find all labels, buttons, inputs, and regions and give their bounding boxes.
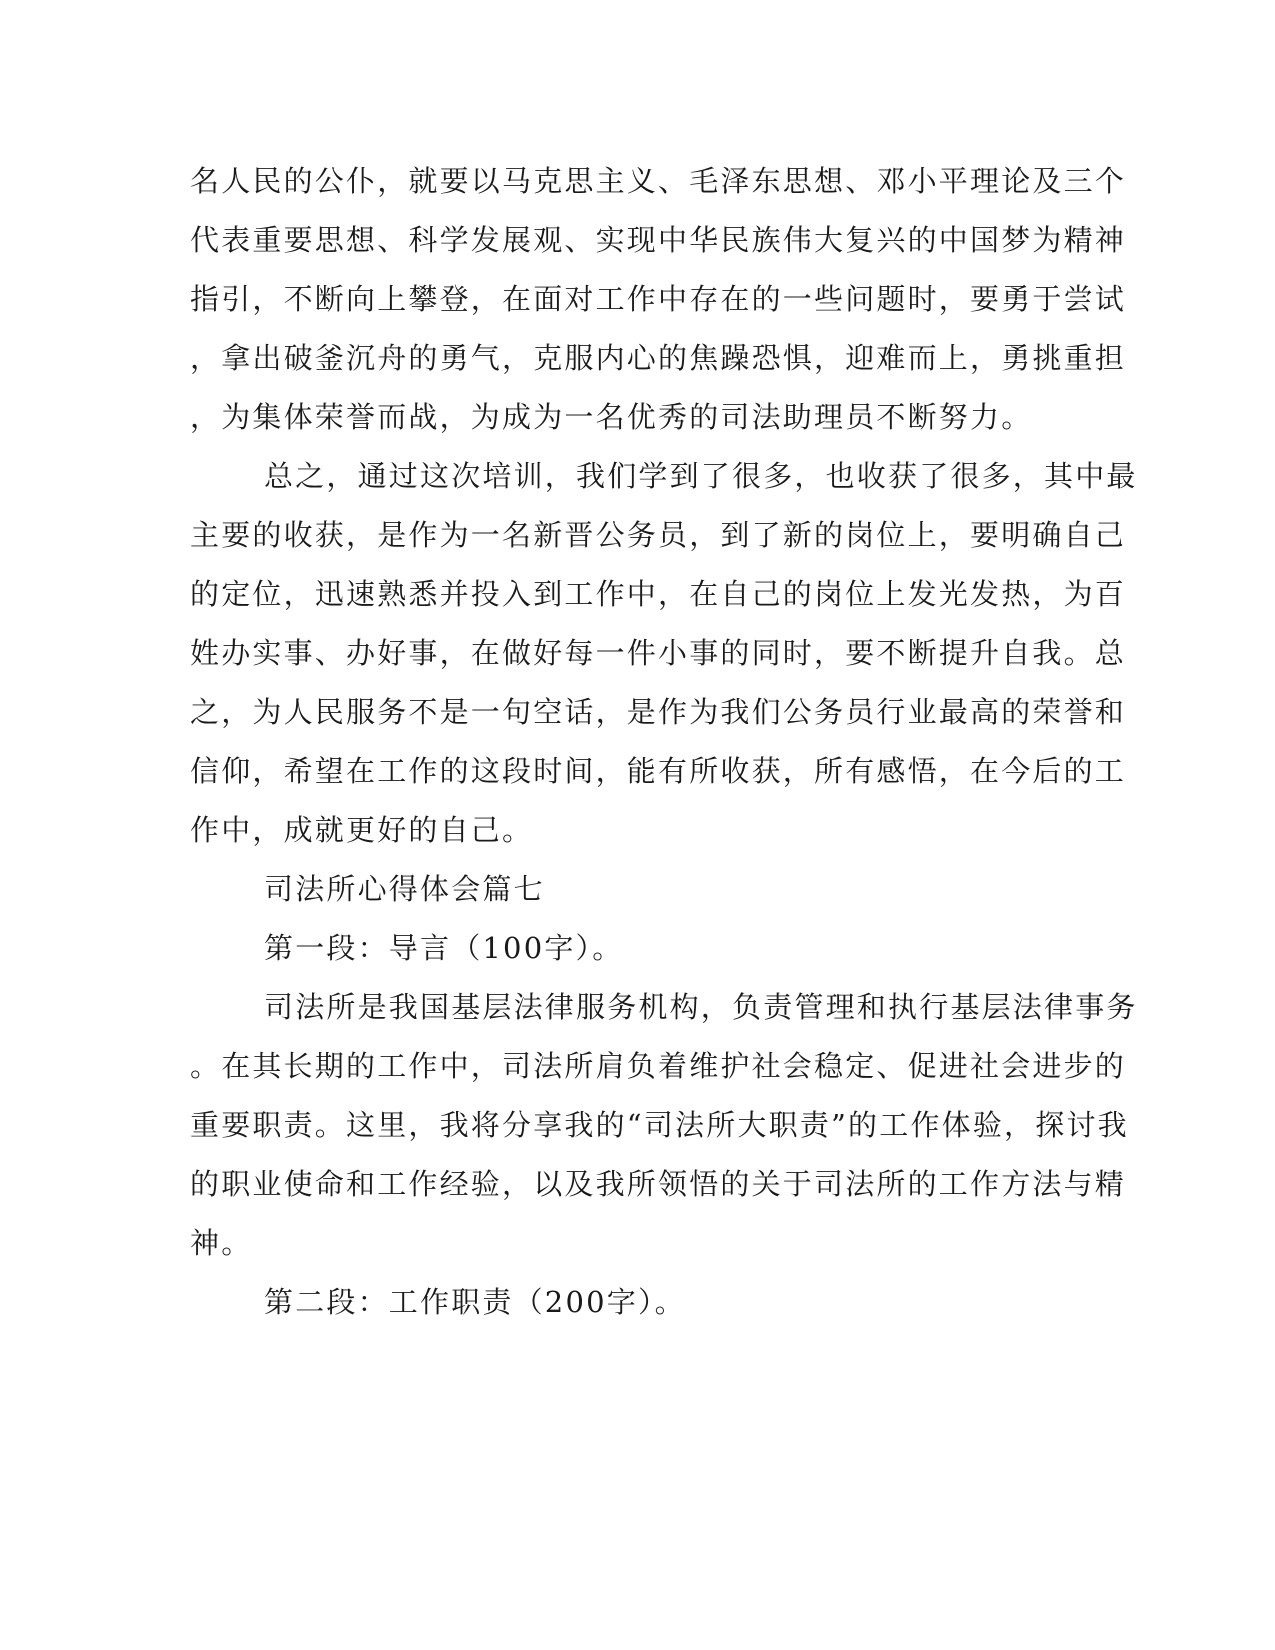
text-line: 名人民的公仆，就要以马克思主义、毛泽东思想、邓小平理论及三个	[190, 164, 1127, 198]
text-line: ，为集体荣誉而战，为成为一名优秀的司法助理员不断努力。	[190, 400, 1033, 434]
paragraph-heading: 第一段：导言（100字）。	[264, 931, 624, 965]
text-line: 信仰，希望在工作的这段时间，能有所收获，所有感悟，在今后的工	[190, 754, 1127, 788]
text-line: 作中，成就更好的自己。	[190, 813, 534, 847]
paragraph-heading: 第二段：工作职责（200字）。	[264, 1285, 686, 1319]
text-line: 主要的收获，是作为一名新晋公务员，到了新的岗位上，要明确自己	[190, 518, 1127, 552]
section-heading: 司法所心得体会篇七	[264, 872, 545, 906]
text-line: ，拿出破釜沉舟的勇气，克服内心的焦躁恐惧，迎难而上，勇挑重担	[190, 341, 1127, 375]
text-line: 之，为人民服务不是一句空话，是作为我们公务员行业最高的荣誉和	[190, 695, 1127, 729]
text-line: 的职业使命和工作经验，以及我所领悟的关于司法所的工作方法与精	[190, 1167, 1127, 1201]
text-line: 的定位，迅速熟悉并投入到工作中，在自己的岗位上发光发热，为百	[190, 577, 1127, 611]
text-line: 。在其长期的工作中，司法所肩负着维护社会稳定、促进社会进步的	[190, 1049, 1127, 1083]
text-line: 指引，不断向上攀登，在面对工作中存在的一些问题时，要勇于尝试	[190, 282, 1127, 316]
text-line: 总之，通过这次培训，我们学到了很多，也收获了很多，其中最	[264, 459, 1138, 493]
text-line: 姓办实事、办好事，在做好每一件小事的同时，要不断提升自我。总	[190, 636, 1127, 670]
text-line: 神。	[190, 1226, 253, 1260]
text-line: 代表重要思想、科学发展观、实现中华民族伟大复兴的中国梦为精神	[190, 223, 1127, 257]
text-line: 司法所是我国基层法律服务机构，负责管理和执行基层法律事务	[264, 990, 1138, 1024]
text-line: 重要职责。这里，我将分享我的“司法所大职责”的工作体验，探讨我	[190, 1108, 1129, 1142]
